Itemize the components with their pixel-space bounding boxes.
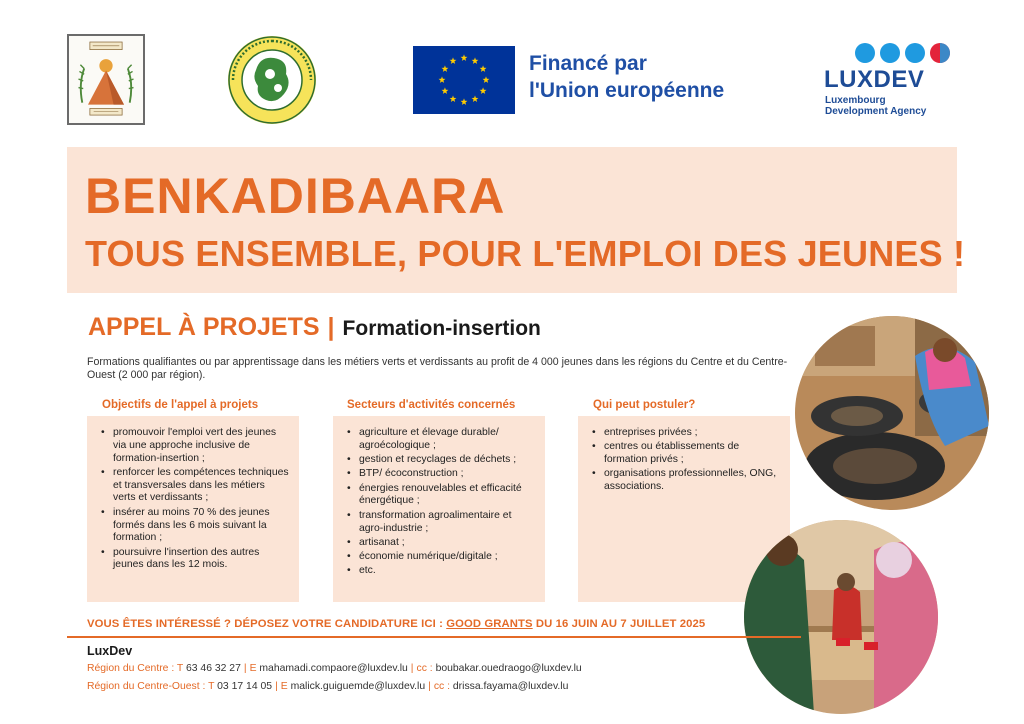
eu-star-icon (480, 87, 487, 94)
cta-after: DU 16 JUIN AU 7 JUILLET 2025 (532, 618, 706, 630)
region-centre-ouest-logo (226, 34, 318, 126)
eu-star-icon (483, 76, 490, 83)
luxdev-subtitle-line2: Development Agency (825, 106, 927, 117)
luxdev-dots-icon (854, 42, 964, 64)
email-label: E (280, 681, 288, 692)
objectifs-list (101, 427, 289, 572)
list-item: • entreprises privées ; (592, 427, 780, 440)
luxdev-subtitle-line1: Luxembourg (825, 95, 886, 106)
column-objectifs (87, 416, 299, 602)
cc-label: cc : (433, 681, 450, 692)
contact-org: LuxDev (87, 644, 133, 658)
eu-text-line2: l'Union européenne (529, 79, 725, 102)
title-banner (67, 147, 966, 293)
banner-title: BENKADIBAARA (85, 168, 506, 224)
list-item: • poursuivre l'insertion des autres jeunes dans les 12 mois. (101, 547, 289, 573)
eu-star-icon (439, 76, 446, 83)
luxdev-name: LUXDEV (824, 66, 925, 93)
contact-email[interactable]: mahamadi.compaore@luxdev.lu (259, 663, 408, 674)
qui-list (592, 427, 780, 494)
column-title-secteurs: Secteurs d'activités concernés (347, 399, 516, 411)
list-item: • énergies renouvelables et efficacité énergétique ; (347, 483, 535, 509)
call-to-action (87, 618, 705, 630)
contact-row-centre-ouest: Région du Centre-Ouest : T 03 17 14 05 | E malick.guiguemde@luxdev.lu | cc : drissa.fayama@luxdev.lu (87, 681, 569, 692)
photo-tire-recycling (795, 316, 989, 510)
cc-label: cc : (416, 663, 433, 674)
banner-subtitle: TOUS ENSEMBLE, POUR L'EMPLOI DES JEUNES ! (85, 233, 966, 274)
coat-of-arms-icon (69, 36, 143, 123)
list-item: • économie numérique/digitale ; (347, 551, 535, 564)
photo-tire-recycling-image (795, 316, 989, 510)
appel-heading (88, 313, 541, 342)
intro-text: Formations qualifiantes ou par apprentissage dans les métiers verts et verdissants au profit de 4 000 jeunes dans les régions du Centre et du Centre-Ouest (2 000 par région). (87, 356, 788, 381)
contact-region: Région du Centre : T (87, 663, 184, 674)
luxdev-logo (824, 42, 964, 118)
eu-star-icon (450, 95, 457, 102)
list-item: • centres ou établissements de formation privés ; (592, 441, 780, 467)
eu-star-icon (461, 98, 468, 105)
eu-star-icon (480, 65, 487, 72)
contact-region: Région du Centre-Ouest : T (87, 681, 215, 692)
contact-email[interactable]: malick.guiguemde@luxdev.lu (290, 681, 426, 692)
list-item: • promouvoir l'emploi vert des jeunes via une approche inclusive de formation-insertion ; (101, 427, 289, 465)
list-item: • organisations professionnelles, ONG, associations. (592, 468, 780, 494)
photo-carpentry-training (744, 520, 938, 714)
eu-star-icon (450, 57, 457, 64)
list-item: • insérer au moins 70 % des jeunes formés dans les 6 mois suivant la formation ; (101, 507, 289, 545)
eu-flag-icon (413, 46, 515, 114)
contact-row-centre: Région du Centre : T 63 46 32 27 | E mahamadi.compaore@luxdev.lu | cc : boubakar.ouedraogo@luxdev.lu (87, 663, 582, 674)
eu-funding-block (413, 46, 753, 114)
list-item: • artisanat ; (347, 537, 535, 550)
list-item: • BTP/ écoconstruction ; (347, 468, 535, 481)
appel-separator: | (327, 313, 335, 341)
email-label: E (249, 663, 257, 674)
luxdev-subtitle (825, 95, 926, 117)
eu-star-icon (442, 65, 449, 72)
column-title-objectifs: Objectifs de l'appel à projets (102, 399, 259, 411)
list-item: • transformation agroalimentaire et agro-industrie ; (347, 510, 535, 536)
eu-star-icon (442, 87, 449, 94)
contact-phone: 63 46 32 27 (185, 663, 241, 674)
contact-phone: 03 17 14 05 (217, 681, 273, 692)
eu-star-icon (472, 95, 479, 102)
contact-cc-email[interactable]: drissa.fayama@luxdev.lu (452, 681, 569, 692)
eu-funding-text (529, 50, 724, 104)
region-seal-icon (226, 34, 318, 126)
good-grants-link[interactable]: GOOD GRANTS (446, 618, 533, 630)
coat-of-arms-logo (67, 34, 145, 125)
cta-before: VOUS ÊTES INTÉRESSÉ ? DÉPOSEZ VOTRE CANDIDATURE ICI : (87, 618, 447, 630)
list-item: • agriculture et élevage durable/ agroécologique ; (347, 427, 535, 453)
column-title-qui: Qui peut postuler? (593, 399, 696, 411)
list-item: • renforcer les compétences techniques et transversales dans les métiers verts et verdissants ; (101, 467, 289, 505)
eu-star-icon (461, 54, 468, 61)
appel-main: APPEL À PROJETS (88, 313, 320, 341)
column-secteurs (333, 416, 545, 602)
list-item: • etc. (347, 565, 535, 578)
eu-text-line1: Financé par (529, 52, 647, 75)
eu-star-icon (472, 57, 479, 64)
appel-sub: Formation-insertion (342, 317, 541, 340)
list-item: • gestion et recyclages de déchets ; (347, 454, 535, 467)
divider (67, 636, 801, 638)
contact-cc-email[interactable]: boubakar.ouedraogo@luxdev.lu (435, 663, 582, 674)
secteurs-list (347, 427, 535, 578)
photo-carpentry-training-image (744, 520, 938, 714)
